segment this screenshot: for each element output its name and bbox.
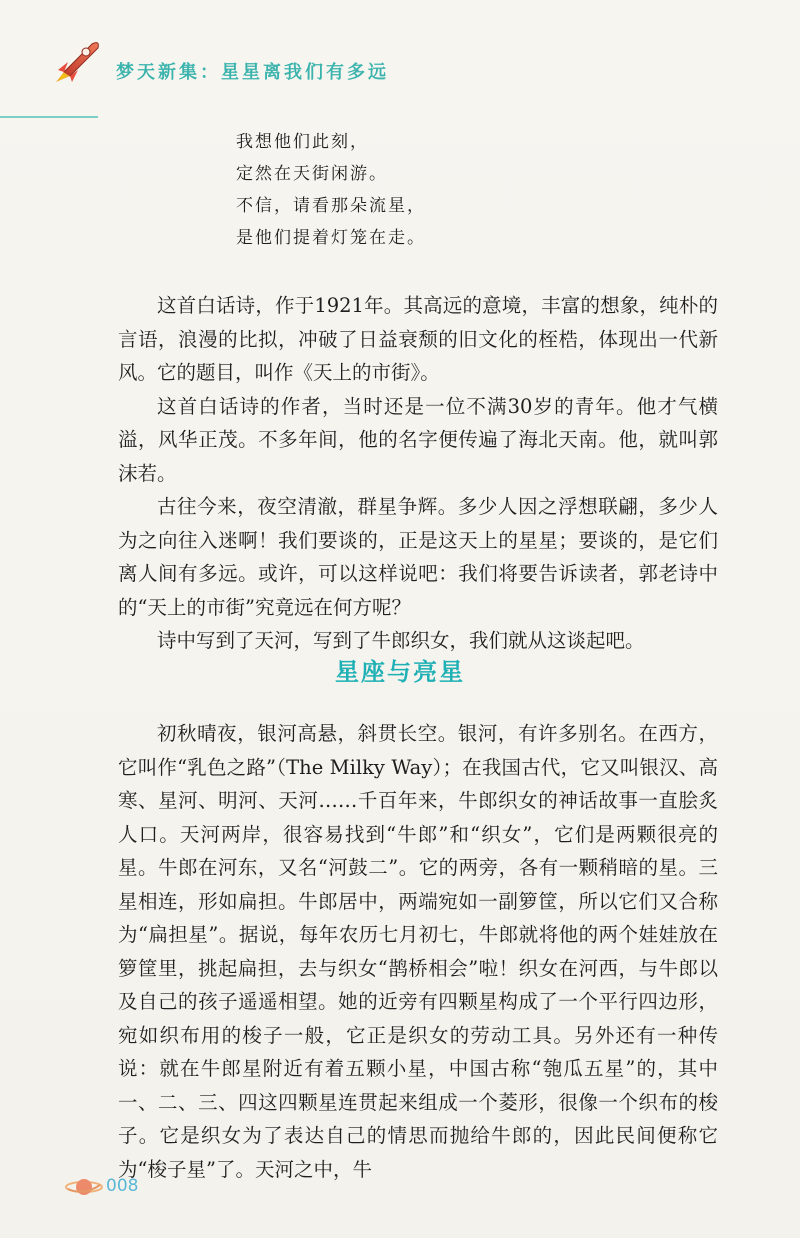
poem-line: 定然在天街闲游。 xyxy=(236,164,388,184)
poem-line: 我想他们此刻， xyxy=(236,132,369,152)
paragraph: 这首白话诗的作者，当时还是一位不满30岁的青年。他才气横溢，风华正茂。不多年间，他的名字便传遍了海北天南。他，就叫郭沫若。 xyxy=(118,394,718,485)
poem-stanza xyxy=(236,126,656,254)
body-text-bottom xyxy=(118,717,718,1186)
body-text-top xyxy=(118,289,718,658)
paragraph: 这首白话诗，作于1921年。其高远的意境，丰富的想象，纯朴的言语，浪漫的比拟，冲破了日益衰颓的旧文化的桎梏，体现出一代新风。它的题目，叫作《天上的市街》。 xyxy=(118,294,718,384)
paragraph: 初秋晴夜，银河高悬，斜贯长空。银河，有许多别名。在西方，它叫作“乳色之路”（The Milky Way）；在我国古代，它又叫银汉、高寒、星河、明河、天河……千百年来，牛郎织女的神话故事一直脍炙人口。天河两岸，很容易找到“牛郎”和“织女”，它们是两颗很亮的星。牛郎在河东，又名“河鼓二”。它的两旁，各有一颗稍暗的星。三星相连，形如扁担。牛郎居中，两端宛如一副箩筐，所以它们又合称为“扁担星”。据说，每年农历七月初七，牛郎就将他的两个娃娃放在箩筐里，挑起扁担，去与织女“鹊桥相会”啦！织女在河西，与牛郎以及自己的孩子遥遥相望。她的近旁有四颗星构成了一个平行四边形，宛如织布用的梭子一般，它正是织女的劳动工具。另外还有一种传说：就在牛郎星附近有着五颗小星，中国古称“匏瓜五星”的，其中一、二、三、四这四颗星连贯起来组成一个菱形，很像一个织布的梭子。它是织女为了表达自己的情思而抛给牛郎的，因此民间便称它为“梭子星”了。天河之中，牛 xyxy=(118,722,718,1181)
poem-line: 是他们提着灯笼在走。 xyxy=(236,228,426,248)
page-footer xyxy=(60,1166,260,1206)
section-heading: 星座与亮星 xyxy=(335,658,465,686)
planet-icon xyxy=(64,1172,104,1202)
paragraph: 诗中写到了天河，写到了牛郎织女，我们就从这谈起吧。 xyxy=(157,629,645,652)
rocket-icon xyxy=(50,36,106,86)
page-number: 008 xyxy=(106,1176,139,1196)
page-header xyxy=(0,30,800,90)
paragraph: 古往今来，夜空清澈，群星争辉。多少人因之浮想联翩，多少人为之向往入迷啊！我们要谈的，正是这天上的星星；要谈的，是它们离人间有多远。或许，可以这样说吧：我们将要告诉读者，郭老诗中的“天上的市街”究竟远在何方呢？ xyxy=(118,495,718,619)
poem-line: 不信，请看那朵流星， xyxy=(236,196,426,216)
running-header-title: 梦天新集：星星离我们有多远 xyxy=(116,62,389,83)
header-divider xyxy=(0,116,98,118)
